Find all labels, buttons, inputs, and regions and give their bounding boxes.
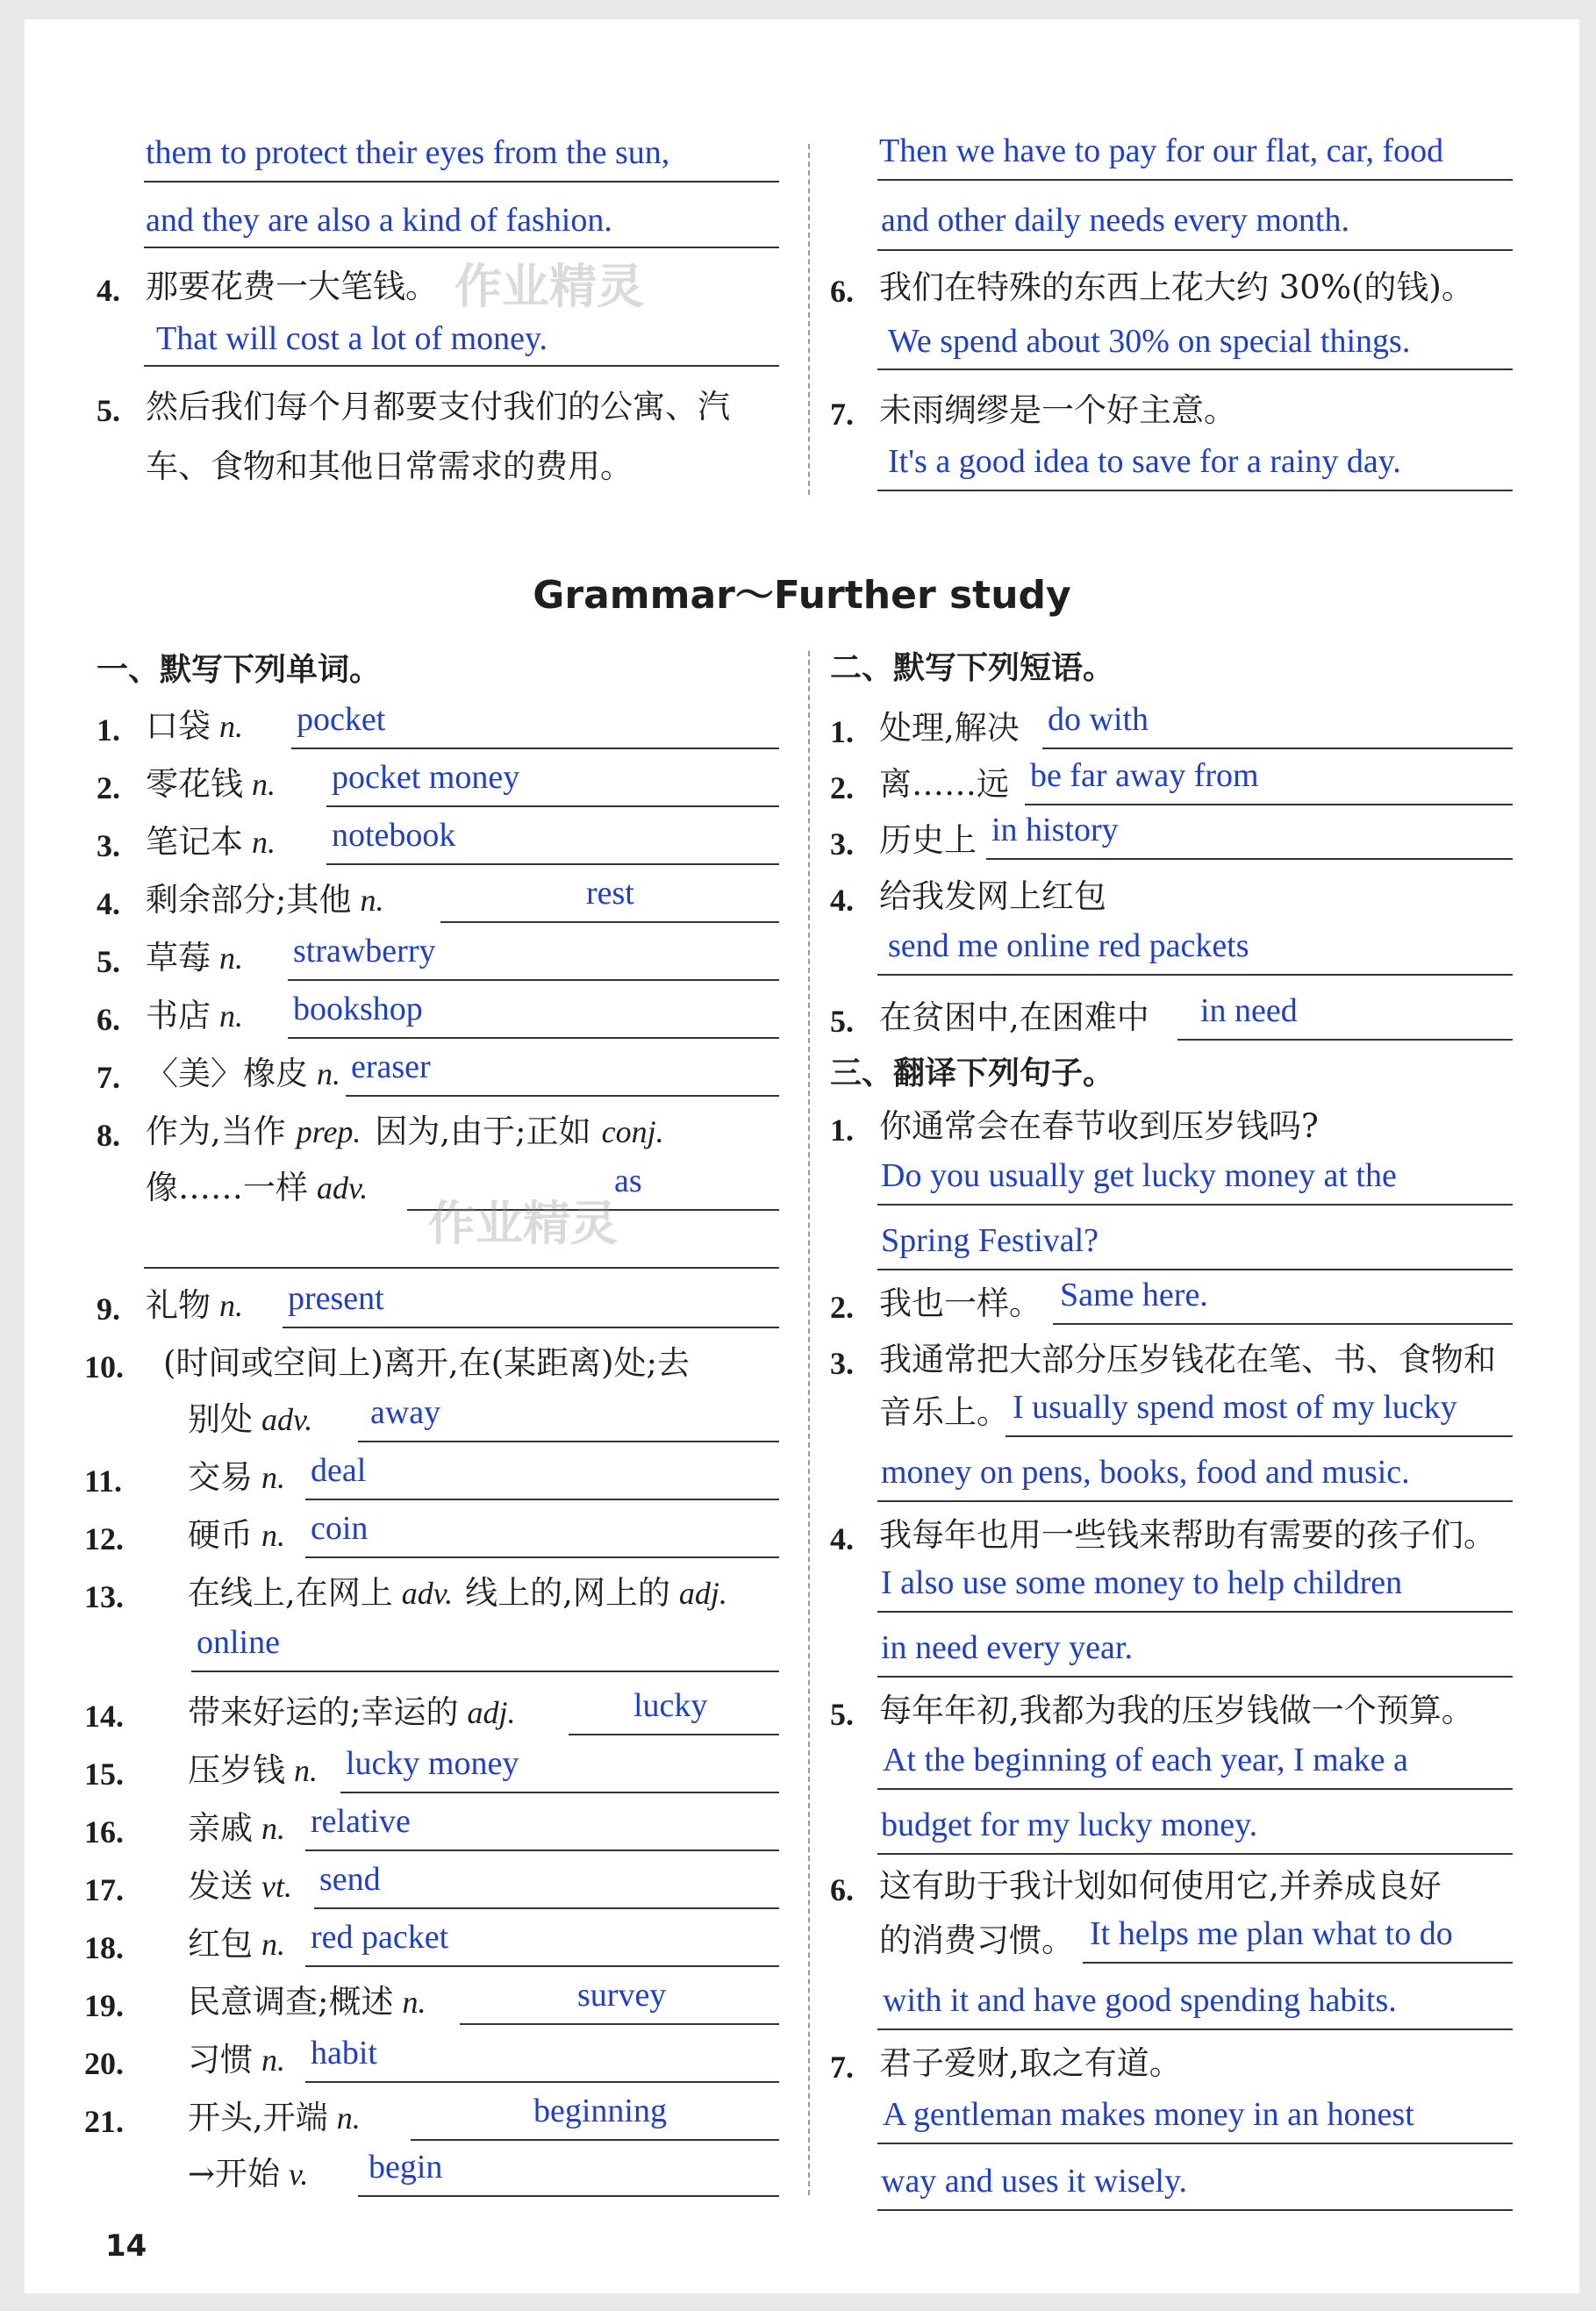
word-answer: online	[197, 1624, 280, 1661]
word-chinese: 书店	[146, 997, 211, 1034]
translation-answer: money on pens, books, food and music.	[881, 1454, 1410, 1491]
word-answer: lucky	[633, 1687, 708, 1724]
word-answer: deal	[311, 1452, 367, 1489]
answer-line	[358, 2195, 779, 2197]
part-of-speech: n.	[219, 998, 243, 1034]
item-number: 7.	[97, 1060, 120, 1095]
word-prompt	[188, 1516, 285, 1555]
answer-line	[305, 1556, 779, 1558]
word-chinese: 硬币	[188, 1516, 253, 1554]
word-prompt	[188, 1925, 285, 1964]
answer-line	[291, 748, 779, 749]
answer-line	[305, 1965, 779, 1967]
word-chinese: 剩余部分;其他	[146, 881, 352, 919]
word-prompt	[146, 1055, 340, 1093]
word-answer: present	[288, 1280, 384, 1317]
item-number: 12.	[84, 1521, 124, 1556]
item-number: 18.	[84, 1930, 124, 1965]
part-of-speech: n.	[317, 1056, 340, 1091]
word-prompt	[188, 1751, 318, 1790]
word-prompt	[188, 2099, 361, 2137]
word-answer: begin	[369, 2149, 443, 2186]
item-number: 19.	[84, 1988, 124, 2023]
translate-heading: 三、翻译下列句子。	[830, 1055, 1115, 1091]
item-number: 11.	[84, 1463, 123, 1499]
item-number: 13.	[84, 1579, 124, 1614]
phrases-heading: 二、默写下列短语。	[830, 650, 1115, 686]
word-chinese: 亲戚	[188, 1809, 253, 1847]
answer-line	[358, 1441, 779, 1442]
part-of-speech: adv.	[261, 1402, 313, 1437]
word-prompt	[188, 1693, 515, 1732]
word-prompt	[146, 707, 243, 746]
word-chinese: 〈美〉橡皮	[146, 1055, 308, 1092]
answer-line	[460, 2023, 779, 2025]
word-prompt	[146, 997, 243, 1035]
q6-chinese: 我们在特殊的东西上花大约 30%(的钱)。	[879, 268, 1474, 306]
word-chinese: 口袋	[146, 707, 211, 745]
part-of-speech: n.	[219, 709, 243, 744]
translation-answer: Same here.	[1060, 1277, 1208, 1313]
word-chinese: 带来好运的;幸运的	[188, 1693, 459, 1731]
answer-line	[305, 1850, 779, 1851]
word-chinese: (时间或空间上)离开,在(某距离)处;去	[163, 1344, 690, 1382]
answer-line	[340, 1792, 779, 1793]
part-of-speech: v.	[289, 2157, 309, 2192]
word-chinese: 压岁钱	[188, 1751, 285, 1789]
word-prompt	[146, 1286, 243, 1325]
translation-answer: way and uses it wisely.	[881, 2163, 1187, 2200]
word-answer: pocket	[297, 701, 386, 738]
q4-answer: That will cost a lot of money.	[156, 320, 548, 357]
translation-answer: A gentleman makes money in an honest	[883, 2096, 1414, 2133]
word-prompt	[146, 881, 383, 919]
item-number: 15.	[84, 1757, 124, 1792]
word-answer: survey	[577, 1977, 667, 2014]
part-of-speech: prep.	[296, 1114, 361, 1149]
answer-line	[346, 1095, 779, 1097]
part-of-speech: n.	[261, 1927, 285, 1962]
item-number: 14.	[84, 1699, 124, 1734]
answer-line	[305, 1499, 779, 1500]
word-chinese: 作为,当作	[146, 1113, 286, 1150]
answer-line	[326, 863, 779, 865]
word-chinese: 零花钱	[146, 765, 243, 803]
watermark: 作业精灵	[454, 259, 644, 314]
word-chinese: 习惯	[188, 2041, 253, 2078]
item-number: 10.	[84, 1349, 124, 1384]
q7-chinese: 未雨绸缪是一个好主意。	[879, 391, 1236, 429]
part-of-speech: n.	[261, 1460, 285, 1495]
translation-answer: At the beginning of each year, I make a	[883, 1742, 1408, 1778]
answer-line	[411, 2139, 779, 2141]
word-prompt	[188, 1867, 292, 1906]
word-prompt	[188, 1400, 312, 1439]
part-of-speech: adv.	[317, 1170, 369, 1206]
item-number: 16.	[84, 1814, 124, 1850]
part-of-speech: n.	[261, 1518, 285, 1553]
workbook-page: them to protect their eyes from the sun, and they are also a kind of fashion. 4. 那要花费一大笔钱。 That will cost a lot of money. 5. 然后我们每个月都要支付我们的公寓、汽 车、食物和其他日常需求的费用。 Then we have to pay for our flat, car, food and other daily needs every month. 6. 我们在特殊的东西上花大约 30%(的钱)。 We spend about 30% on special things. 7. 未雨绸缪是一个好主意。 It's a good idea to save for a rainy day. Grammar～Further study 一、默写下列单词。 1. 口袋 n. pocket 2. 零花钱 n. pocket money 3. 笔记本 n. notebook 4. 剩余部分;其他 n. rest 5. 草莓 n. strawberry 6. 书店 n. bookshop 7. 〈美〉橡皮 n. eraser 8. 作为,当作 prep. 因为,由于;正如 conj. 像……一样 adv. as 9. 礼物 n. present 10. (时间或空间上)离开,在(某距离)处;去 别处 adv. away 11. 交易 n. deal 12. 硬币 n. coin 13. 在线上,在网上 adv. 线上的,网上的 adj. online 14. 带来好运的;幸运的 adj. lucky 15. 压岁钱 n. lucky money 16. 亲戚 n. relative 17. 发送 vt. send 18. 红包 n. red packet 19. 民意调查;概述 n. survey 20. 习惯 n. habit 21. 开头,开端 n. beginning →开始 v. begin 二、默写下列短语。 1. 处理,解决 do with 2. 离……远 be far away from 3. 历史上 in history 4. 给我发网上红包 send me online red packets 5. 在贫困中,在困难中 in need 三、翻译下列句子。 1. 你通常会在春节收到压岁钱吗? Do you usually get lucky money at the Spring Festival? 2. 我也一样。 Same here. 3. 我通常把大部分压岁钱花在笔、书、食物和 音乐上。 I usually spend most of my lucky money on pens, books, food and music. 4. 我每年也用一些钱来帮助有需要的孩子们。 I also use some money to help children in need every year. 5. 每年年初,我都为我的压岁钱做一个预算。 At the beginning of each year, I make a budget for my lucky money. 6. 这有助于我计划如何使用它,并养成良好 的消费习惯。 It helps me plan what to do with it and have good spending habits. 7. 君子爱财,取之有道。 A gentleman makes money in an honest way and uses it wisely. 作业精灵 作业精灵 14	[25, 19, 1579, 2293]
answer-line	[440, 921, 779, 923]
word-answer: send	[319, 1861, 381, 1898]
phrase-answer: be far away from	[1030, 757, 1259, 794]
part-of-speech: n.	[360, 883, 384, 918]
part-of-speech: adj.	[467, 1695, 516, 1730]
word-chinese: 笔记本	[146, 823, 243, 861]
part-of-speech: vt.	[261, 1869, 292, 1904]
column-divider-top	[808, 144, 810, 495]
answer-line	[326, 805, 779, 807]
word-chinese: 礼物	[146, 1286, 211, 1324]
translation-answer: I usually spend most of my lucky	[1013, 1389, 1457, 1426]
word-answer: notebook	[332, 817, 456, 854]
part-of-speech: adj.	[678, 1576, 727, 1611]
item-number: 21.	[84, 2104, 124, 2139]
part-of-speech: n.	[294, 1753, 318, 1788]
word-answer: as	[614, 1163, 642, 1199]
word-prompt	[188, 1809, 285, 1848]
q4-chinese: 那要花费一大笔钱。	[146, 268, 438, 305]
item-number: 8.	[97, 1118, 120, 1153]
word-prompt	[188, 2155, 308, 2193]
q6-answer: We spend about 30% on special things.	[888, 323, 1411, 360]
item-number: 2.	[97, 770, 120, 805]
answer-line	[288, 979, 779, 981]
word-prompt	[146, 1113, 664, 1151]
top-right-cont2: and other daily needs every month.	[881, 202, 1349, 239]
part-of-speech: conj.	[601, 1114, 664, 1149]
phrase-answer: in need	[1200, 992, 1298, 1029]
word-chinese: 红包	[188, 1925, 253, 1963]
word-chinese: 像……一样	[146, 1169, 308, 1206]
word-answer: relative	[311, 1803, 411, 1840]
phrase-answer: do with	[1048, 701, 1149, 738]
word-prompt	[146, 1169, 368, 1207]
page-number: 14	[105, 2229, 147, 2264]
answer-line	[283, 1327, 779, 1328]
word-prompt	[146, 939, 243, 977]
word-answer: bookshop	[293, 991, 423, 1027]
part-of-speech: n.	[261, 2043, 285, 2078]
item-number: 9.	[97, 1291, 120, 1327]
q7-answer: It's a good idea to save for a rainy day.	[888, 443, 1401, 480]
word-prompt	[188, 1983, 426, 2021]
translation-answer: It helps me plan what to do	[1090, 1915, 1453, 1952]
word-chinese: 发送	[188, 1867, 253, 1905]
answer-line	[314, 1907, 779, 1909]
item-number: 3.	[97, 828, 120, 863]
translation-answer: Do you usually get lucky money at the	[881, 1157, 1397, 1194]
part-of-speech: n.	[219, 1288, 243, 1323]
phrase-answer: send me online red packets	[888, 927, 1249, 964]
translation-answer: budget for my lucky money.	[881, 1807, 1258, 1843]
item-number: 4.	[97, 886, 120, 921]
vocab-heading: 一、默写下列单词。	[97, 652, 382, 688]
answer-line	[288, 1037, 779, 1039]
part-of-speech: n.	[261, 1811, 285, 1846]
word-answer: strawberry	[293, 933, 436, 969]
word-answer: coin	[311, 1510, 369, 1547]
word-answer: beginning	[533, 2093, 667, 2129]
answer-line	[305, 2081, 779, 2083]
word-answer: pocket money	[332, 759, 520, 796]
word-prompt	[146, 823, 276, 862]
item-number: 6.	[97, 1002, 120, 1037]
word-chinese: 开头,开端	[188, 2099, 328, 2136]
part-of-speech: adv.	[401, 1576, 454, 1611]
word-chinese: 交易	[188, 1458, 253, 1496]
part-of-speech: n.	[336, 2100, 361, 2136]
item-number: 5.	[97, 944, 120, 979]
item-number: 20.	[84, 2046, 124, 2081]
word-answer: lucky money	[346, 1745, 519, 1782]
answer-line	[569, 1734, 779, 1735]
word-prompt	[188, 2041, 285, 2079]
part-of-speech: n.	[219, 941, 243, 976]
translation-answer: in need every year.	[881, 1629, 1133, 1666]
word-chinese: 别处	[188, 1400, 253, 1438]
word-chinese: →开始	[188, 2155, 281, 2193]
phrase-answer: in history	[991, 812, 1119, 848]
word-prompt	[146, 765, 276, 804]
part-of-speech: n.	[252, 825, 276, 860]
word-answer: eraser	[351, 1048, 431, 1085]
translation-answer: Spring Festival?	[881, 1222, 1099, 1259]
part-of-speech: n.	[402, 1985, 426, 2020]
word-chinese: 在线上,在网上	[188, 1574, 393, 1612]
word-chinese: 民意调查;概述	[188, 1983, 394, 2021]
top-right-cont1: Then we have to pay for our flat, car, food	[879, 132, 1444, 169]
item-number: 1.	[97, 712, 120, 748]
item-number: 17.	[84, 1872, 124, 1907]
word-answer: red packet	[311, 1919, 449, 1956]
word-prompt	[188, 1458, 285, 1497]
word-answer: habit	[311, 2035, 377, 2071]
part-of-speech: n.	[252, 767, 276, 802]
translation-answer: with it and have good spending habits.	[883, 1982, 1397, 2019]
top-left-cont2: and they are also a kind of fashion.	[146, 202, 612, 239]
answer-line	[144, 1267, 779, 1269]
word-answer: rest	[586, 875, 634, 912]
answer-line	[191, 1671, 779, 1672]
word-chinese: 因为,由于;正如	[375, 1113, 591, 1150]
top-left-cont1: them to protect their eyes from the sun,	[146, 134, 670, 171]
word-chinese: 草莓	[146, 939, 211, 977]
word-chinese: 线上的,网上的	[465, 1574, 670, 1612]
watermark: 作业精灵	[428, 1196, 618, 1251]
word-prompt	[188, 1574, 727, 1613]
column-divider-bottom	[808, 651, 810, 2195]
section-title: Grammar～Further study	[533, 573, 1071, 618]
translation-answer: I also use some money to help children	[881, 1564, 1403, 1601]
word-answer: away	[370, 1394, 441, 1431]
